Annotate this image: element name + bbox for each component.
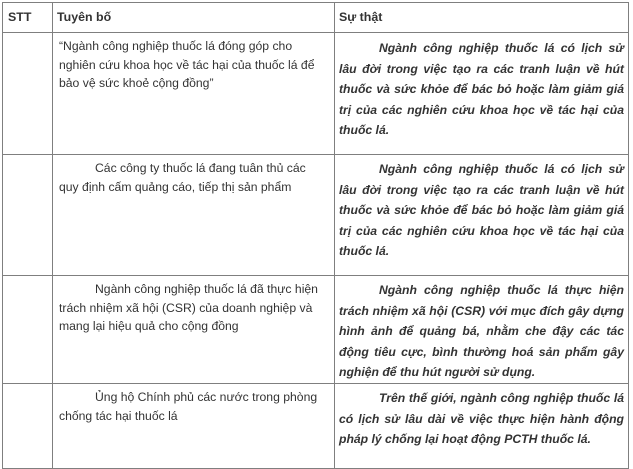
row-fact-cell	[335, 384, 629, 469]
row-fact-cell	[335, 33, 629, 155]
header-stt: STT	[3, 3, 53, 33]
fact-text: Ngành công nghiệp thuốc lá có lịch sử lâu đời trong việc tạo ra các tranh luận về hút thuốc và sức khỏe để bác bỏ hoặc làm giảm giá trị của các nghiên cứu khoa học về tác hại của thuốc lá.	[339, 41, 624, 138]
row-claim-cell	[53, 155, 335, 276]
fact-text: Ngành công nghiệp thuốc lá có lịch sử lâu đời trong việc tạo ra các tranh luận về hút thuốc và sức khỏe để bác bỏ hoặc làm giảm giá trị của các nghiên cứu khoa học về tác hại của thuốc lá.	[339, 162, 624, 259]
row-stt	[3, 276, 53, 384]
row-stt	[3, 155, 53, 276]
header-claim: Tuyên bố	[53, 3, 335, 33]
table-header-row	[3, 3, 629, 33]
claims-facts-table	[2, 2, 629, 469]
claim-text: Ngành công nghiệp thuốc lá đã thực hiện trách nhiệm xã hội (CSR) của doanh nghiệp và mang lại hiệu quả cho cộng đồng	[59, 282, 318, 334]
fact-text: Ngành công nghiệp thuốc lá thực hiện trách nhiệm xã hội (CSR) với mục đích gây dựng hình ảnh để quảng bá, nhằm che đậy các tác động tiêu cực, bình thường hoá sản phẩm gây nghiện để thu hút người sử dụng.	[339, 283, 624, 380]
table-row	[3, 33, 629, 155]
row-claim-cell	[53, 384, 335, 469]
table-row	[3, 155, 629, 276]
table-row	[3, 276, 629, 384]
claim-text: Ủng hộ Chính phủ các nước trong phòng chống tác hại thuốc lá	[59, 390, 318, 423]
row-claim-cell	[53, 33, 335, 155]
row-fact-cell	[335, 155, 629, 276]
header-fact: Sự thật	[335, 3, 629, 33]
table-row	[3, 384, 629, 469]
row-claim-cell	[53, 276, 335, 384]
row-fact-cell	[335, 276, 629, 384]
claim-text: “Ngành công nghiệp thuốc lá đóng góp cho nghiên cứu khoa học về tác hại của thuốc lá để bảo vệ sức khoẻ cộng đồng”	[59, 39, 315, 91]
row-stt	[3, 384, 53, 469]
fact-text: Trên thế giới, ngành công nghiệp thuốc lá có lịch sử lâu dài về việc thực hiện hành động pháp lý chống lại hoạt động PCTH thuốc lá.	[339, 391, 624, 447]
row-stt	[3, 33, 53, 155]
claim-text: Các công ty thuốc lá đang tuân thủ các quy định cấm quảng cáo, tiếp thị sản phẩm	[59, 161, 306, 194]
